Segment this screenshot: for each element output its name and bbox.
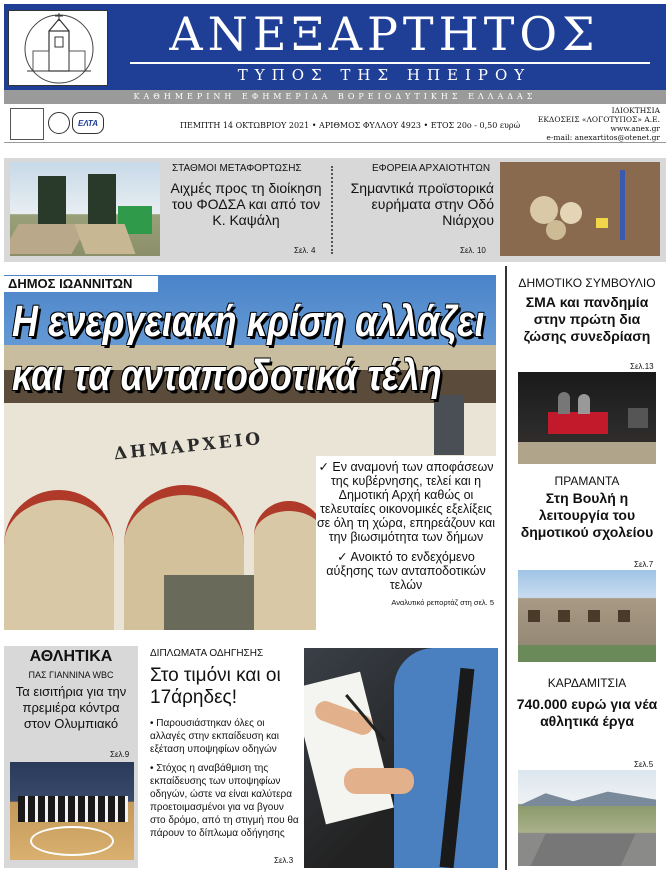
teaser-1-headline[interactable]: Αιχμές προς τη διοίκηση του ΦΟΔΣΑ και από τον Κ. Καψάλη xyxy=(170,180,322,228)
teaser-1-page: Σελ. 4 xyxy=(294,246,316,255)
publisher-info xyxy=(520,106,660,142)
teaser-2-page: Σελ. 10 xyxy=(460,246,486,255)
sports-page: Σελ.9 xyxy=(110,750,130,759)
right-2-kicker: ΠΡΑΜΑΝΤΑ xyxy=(554,474,620,488)
right-2-page: Σελ.7 xyxy=(634,560,654,569)
teaser-2-kicker: ΕΦΟΡΕΙΑ ΑΡΧΑΙΟΤΗΤΩΝ xyxy=(372,163,491,174)
right-2-headline[interactable]: Στη Βουλή η λειτουργία του δημοτικού σχολείου xyxy=(520,490,654,540)
main-headline-line-2[interactable]: και τα ανταποδοτικά τέλη xyxy=(12,351,442,400)
building-sign: ΔΗΜΑΡΧΕΙΟ xyxy=(112,428,265,465)
tagline-bar: ΚΑΘΗΜΕΡΙΝΗ ΕΦΗΜΕΡΙΔΑ ΒΟΡΕΙΟΔΥΤΙΚΗΣ ΕΛΛΑΔΑΣ xyxy=(4,90,666,104)
right-1-page: Σελ.13 xyxy=(630,362,654,371)
publisher-name: ΕΚΔΟΣΕΙΣ «ΛΟΓΟΤΥΠΟΣ» Α.Ε. xyxy=(537,115,660,124)
right-1-kicker: ΔΗΜΟΤΙΚΟ ΣΥΜΒΟΥΛΙΟ xyxy=(518,276,656,290)
teaser-1-kicker: ΣΤΑΘΜΟΙ ΜΕΤΑΦΟΡΤΩΣΗΣ xyxy=(172,163,302,174)
driving-bullet-2: • Στόχος η αναβάθμιση της εκπαίδευσης των υποψηφίων οδηγών, ώστε να είναι καλύτερα προετοιμασμένοι για να βγουν στο δρόμο, από τη στιγμή που θα πάρουν το δίπλωμα οδήγησης xyxy=(150,763,299,839)
driving-story xyxy=(146,648,302,840)
main-bullet-1: ✓ Εν αναμονή των αποφάσεων της κυβέρνησης, τελεί και η Δημοτική Αρχή καθώς οι τελευταίες οικονομικές εξελίξεις σε όλη τη χώρα, επηρεάζουν και την βιωσιμότητα των δήμων xyxy=(316,460,496,544)
right-3-headline[interactable]: 740.000 ευρώ για νέα αθλητικά έργα xyxy=(516,696,658,729)
school-photo xyxy=(518,570,656,662)
driving-page: Σελ.3 xyxy=(274,856,294,865)
basketball-team-photo xyxy=(10,762,134,860)
teaser-photo-stations xyxy=(10,162,160,256)
driving-headline[interactable]: Στο τιμόνι και οι 17άρηδες! xyxy=(150,665,281,708)
teaser-photo-artifacts xyxy=(500,162,660,256)
elta-logo: ΕΛΤΑ xyxy=(72,112,104,134)
issue-line: ΠΕΜΠΤΗ 14 ΟΚΤΩΒΡΙΟΥ 2021 • ΑΡΙΘΜΟΣ ΦΥΛΛΟΥ 4923 • ΕΤΟΣ 20ο - 0,50 ευρώ xyxy=(180,121,521,130)
sports-section-title: ΑΘΛΗΤΙΚΑ xyxy=(29,648,113,665)
sports-field-photo xyxy=(518,770,656,866)
teaser-2-headline[interactable]: Σημαντικά προϊστορικά ευρήματα στην Οδό Νιάρχου xyxy=(350,180,494,228)
church-drawing-icon xyxy=(8,10,108,86)
council-photo xyxy=(518,372,656,464)
paper-subtitle: ΤΥΠΟΣ ΤΗΣ ΗΠΕΙΡΟΥ xyxy=(237,66,532,84)
driving-bullet-1: • Παρουσιάστηκαν όλες οι αλλαγές στην εκπαίδευση και εξέταση υποψηφίων οδηγών xyxy=(150,718,280,755)
sports-kicker: ΠΑΣ ΓΙΑΝΝΙΝΑ WBC xyxy=(28,670,114,680)
email-link[interactable]: e-mail: anexartitos@otenet.gr xyxy=(546,133,660,142)
main-story-summary xyxy=(316,456,496,630)
teaser-divider xyxy=(331,166,333,254)
main-bullet-2: ✓ Ανοικτό το ενδεχόμενο αύξησης των ανταποδοτικών τελών xyxy=(326,550,486,592)
publisher-label: ΙΔΙΟΚΤΗΣΙΑ xyxy=(611,106,660,115)
seal-icon xyxy=(48,112,70,134)
sports-headline[interactable]: Τα εισιτήρια για την πρεμιέρα κόντρα στον Ολυμπιακό xyxy=(15,684,127,731)
website-link[interactable]: www.anex.gr xyxy=(610,124,660,133)
main-headline-line-1[interactable]: Η ενεργειακή κρίση αλλάζει xyxy=(12,297,485,346)
publisher-box xyxy=(10,108,44,140)
right-1-headline[interactable]: ΣΜΑ και πανδημία στην πρώτη δια ζώσης συνεδρίαση xyxy=(523,294,651,344)
main-report-ref: Αναλυτικό ρεπορτάζ στη σελ. 5 xyxy=(391,598,494,607)
driving-kicker: ΔΙΠΛΩΜΑΤΑ ΟΔΗΓΗΣΗΣ xyxy=(150,648,264,659)
paper-title: ΑΝΕΞΑΡΤΗΤΟΣ xyxy=(169,7,600,61)
right-3-page: Σελ.5 xyxy=(634,760,654,769)
title-divider xyxy=(130,62,650,64)
main-story-kicker: ΔΗΜΟΣ ΙΩΑΝΝΙΤΩΝ xyxy=(4,276,158,292)
driving-photo xyxy=(304,648,498,868)
right-3-kicker: ΚΑΡΔΑΜΙΤΣΙΑ xyxy=(547,676,627,690)
